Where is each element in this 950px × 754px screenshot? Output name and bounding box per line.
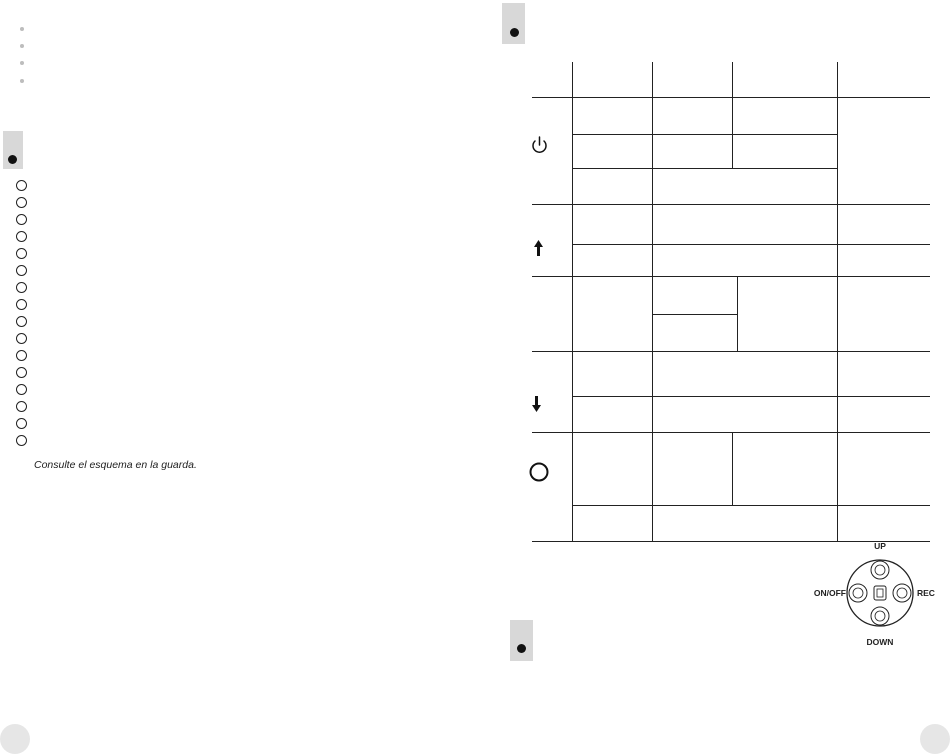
- page-marker-right: [920, 724, 950, 754]
- scheme-note: Consulte el esquema en la guarda.: [34, 459, 197, 471]
- dpad-right-button: [893, 584, 911, 602]
- section-tab-right-bottom: [510, 620, 533, 661]
- dpad-right-label: REC: [917, 588, 935, 598]
- dpad-down-button: [871, 607, 889, 625]
- dpad-diagram: [814, 541, 935, 647]
- section-marker-right-bottom: [517, 644, 526, 653]
- dpad-up-button: [871, 561, 889, 579]
- dpad-up-label: UP: [874, 541, 886, 551]
- arrow-down-icon: [532, 396, 541, 412]
- arrow-up-icon: [534, 240, 543, 256]
- dpad-left-label: ON/OFF: [813, 588, 846, 598]
- table-grid: [532, 62, 930, 542]
- record-circle-icon: [531, 464, 548, 481]
- dpad-center-button: [874, 586, 886, 600]
- dpad-down-label: DOWN: [866, 637, 894, 647]
- dpad-left-button: [849, 584, 867, 602]
- power-icon: [533, 137, 546, 152]
